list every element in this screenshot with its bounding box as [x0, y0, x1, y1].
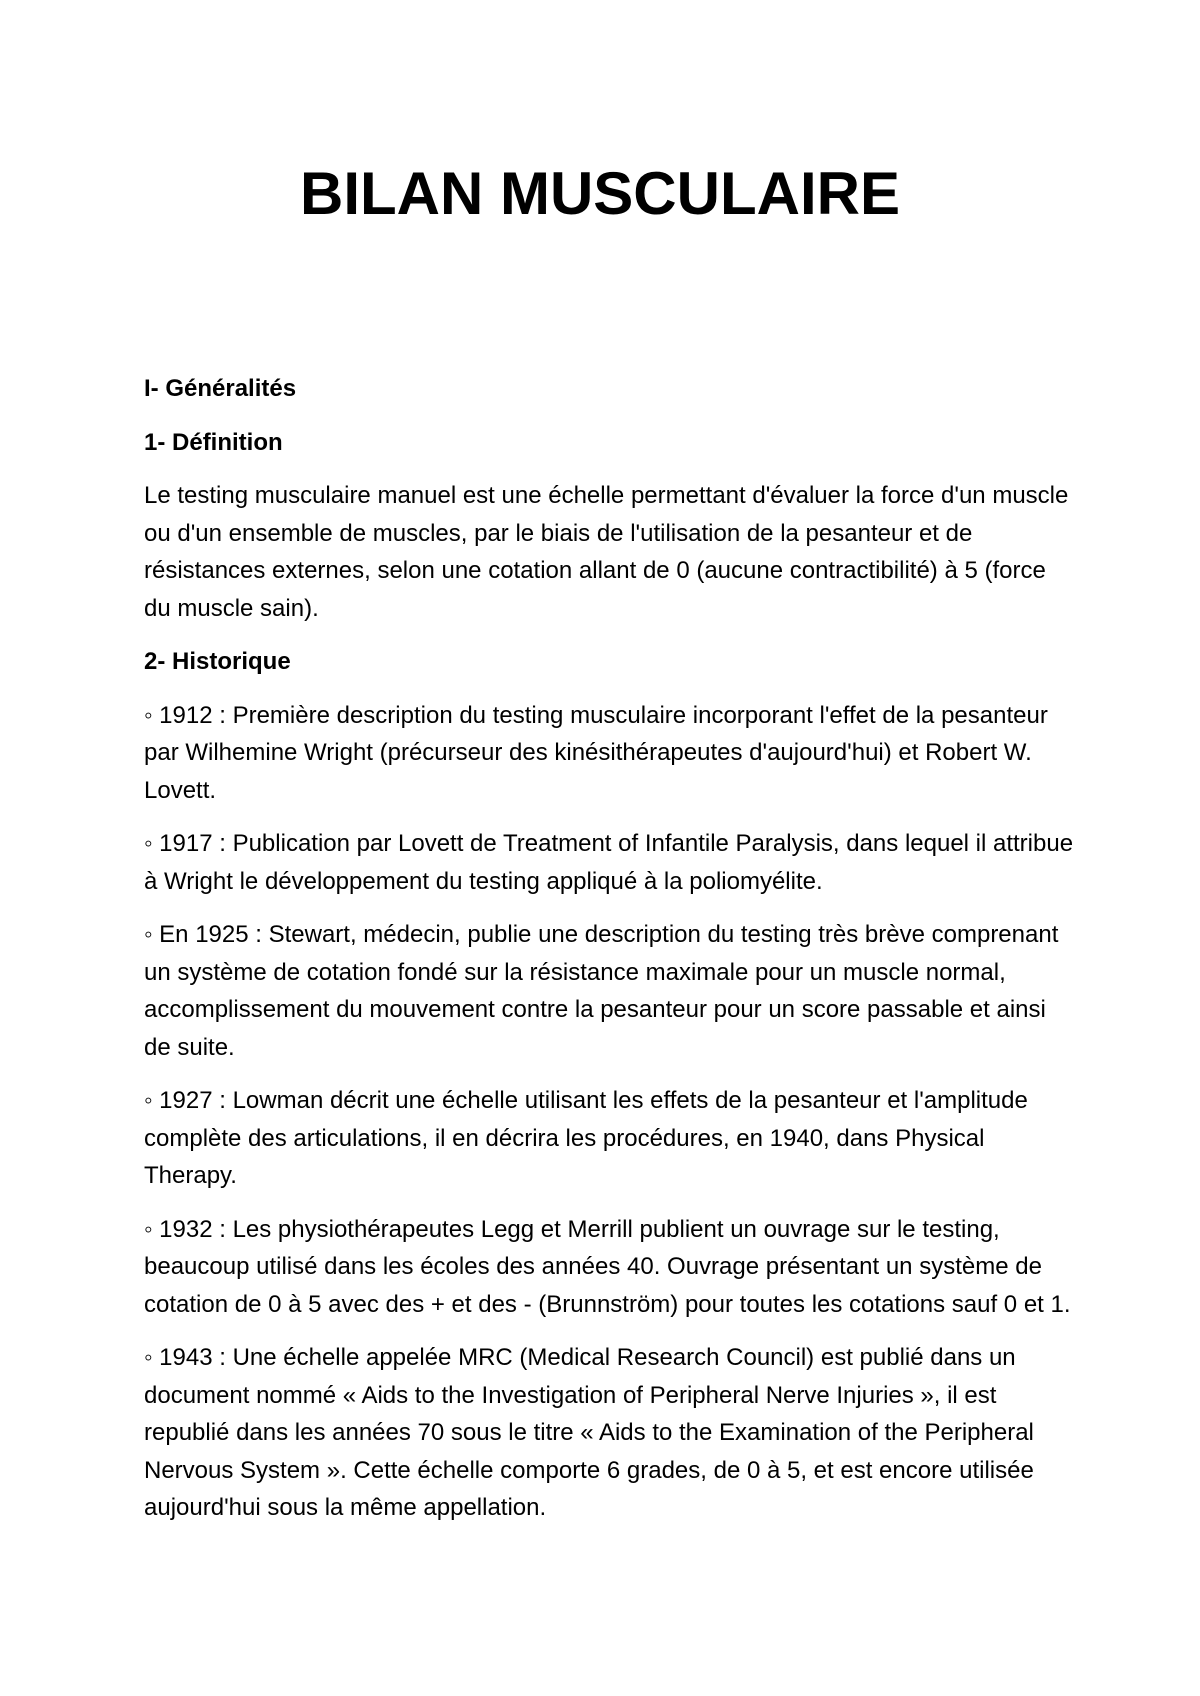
- document-title: BILAN MUSCULAIRE: [300, 160, 900, 227]
- history-item-1917: ◦ 1917 : Publication par Lovett de Treatment of Infantile Paralysis, dans lequel il attribue à Wright le développement du testing appliqué à la poliomyélite.: [144, 830, 1074, 895]
- document-body: [144, 370, 1074, 1543]
- definition-paragraph: Le testing musculaire manuel est une échelle permettant d'évaluer la force d'un muscle ou d'un ensemble de muscles, par le biais de l'utilisation de la pesanteur et de résistances externes, selon une cotation allant de 0 (aucune contractibilité) à 5 (force du muscle sain).: [144, 482, 1069, 622]
- history-item-1927: ◦ 1927 : Lowman décrit une échelle utilisant les effets de la pesanteur et l'amplitude complète des articulations, il en décrira les procédures, en 1940, dans Physical Therapy.: [144, 1087, 1028, 1189]
- section-heading-generalites: I- Généralités: [144, 375, 297, 402]
- subsection-heading-definition: 1- Définition: [144, 428, 283, 456]
- subsection-heading-historique: 2- Historique: [144, 648, 291, 675]
- history-item-1925: ◦ En 1925 : Stewart, médecin, publie une description du testing très brève comprenant un système de cotation fondé sur la résistance maximale pour un muscle normal, accomplissement du mouvement contre la pesanteur pour un score passable et ainsi de suite.: [144, 921, 1059, 1061]
- history-item-1912: ◦ 1912 : Première description du testing musculaire incorporant l'effet de la pesanteur par Wilhemine Wright (précurseur des kinésithérapeutes d'aujourd'hui) et Robert W. Lovett.: [144, 701, 1048, 804]
- history-item-1943: ◦ 1943 : Une échelle appelée MRC (Medical Research Council) est publié dans un document nommé « Aids to the Investigation of Peripheral Nerve Injuries », il est republié dans les années 70 sous le titre « Aids to the Examination of the Peripheral Nervous System ». Cette échelle comporte 6 grades, de 0 à 5, et est encore utilisée aujourd'hui sous la même appellation.: [144, 1344, 1034, 1521]
- history-item-1932: ◦ 1932 : Les physiothérapeutes Legg et Merrill publient un ouvrage sur le testing, beaucoup utilisé dans les écoles des années 40. Ouvrage présentant un système de cotation de 0 à 5 avec des + et des - (Brunnström) pour toutes les cotations sauf 0 et 1.: [144, 1215, 1071, 1318]
